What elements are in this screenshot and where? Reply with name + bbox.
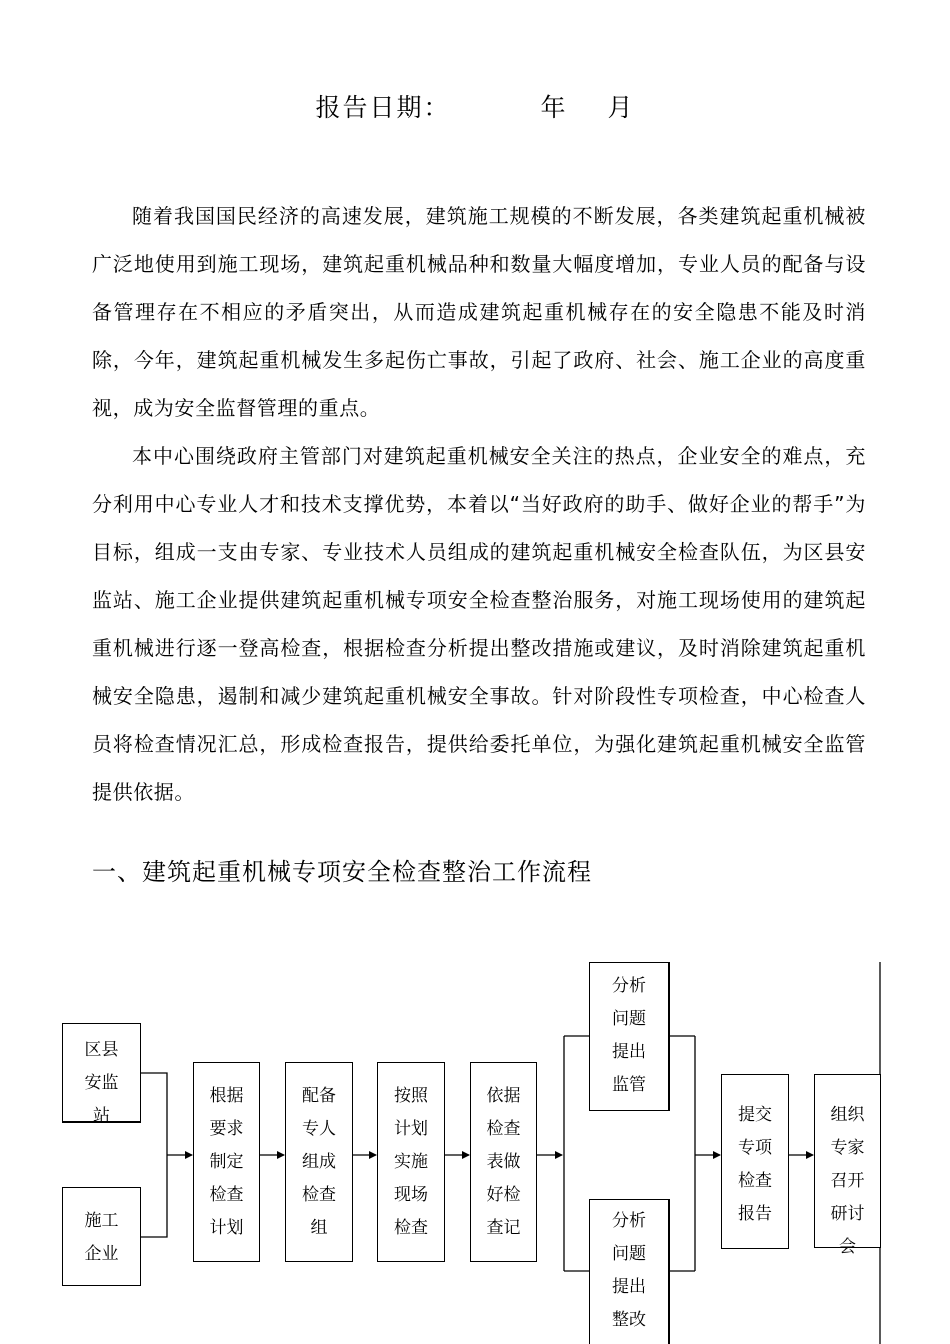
node-text: 查记	[486, 1218, 521, 1238]
node-text: 计划	[209, 1218, 244, 1238]
node-text: 根据	[209, 1086, 244, 1106]
node-text: 安监	[84, 1073, 119, 1093]
flow-node-district	[62, 1023, 141, 1126]
node-text: 研讨	[830, 1204, 865, 1224]
node-text: 计划	[394, 1119, 428, 1139]
node-text: 区县	[84, 1040, 119, 1060]
node-text: 专项	[738, 1138, 772, 1158]
paragraph-2: 本中心围绕政府主管部门对建筑起重机械安全关注的热点，企业安全的难点，充分利用中心专业人才和技术支撑优势，本着以“当好政府的助手、做好企业的帮手”为目标，组成一支由专家、专业技术人员组成的建筑起重机械安全检查队伍，为区县安监站、施工企业提供建筑起重机械专项安全检查整治服务，对施工现场使用的建筑起重机械进行逐一登高检查，根据检查分析提出整改措施或建议，及时消除建筑起重机械安全隐患，遏制和减少建筑起重机械安全事故。针对阶段性专项检查，中心检查人员将检查情况汇总，形成检查报告，提供给委托单位，为强化建筑起重机械安全监管提供依据。	[92, 444, 866, 804]
node-text: 施工	[84, 1211, 119, 1231]
node-text: 召开	[830, 1171, 865, 1191]
node-text: 整改	[612, 1310, 646, 1330]
report-month-label: 月	[607, 93, 635, 122]
node-text: 专人	[302, 1119, 336, 1139]
report-date-line	[0, 88, 950, 128]
node-text: 按照	[394, 1086, 428, 1106]
node-text: 配备	[302, 1086, 336, 1106]
report-date-label: 报告日期：	[315, 93, 451, 122]
section-heading: 一、建筑起重机械专项安全检查整治工作流程	[92, 858, 592, 886]
node-text: 好检	[486, 1185, 521, 1205]
flow-node-team	[285, 1062, 353, 1262]
node-text: 表做	[486, 1152, 521, 1172]
report-year-label: 年	[540, 93, 568, 122]
node-text: 要求	[209, 1119, 244, 1139]
flow-node-plan	[193, 1062, 260, 1262]
paragraph-1: 随着我国国民经济的高速发展，建筑施工规模的不断发展，各类建筑起重机械被广泛地使用到施工现场，建筑起重机械品种和数量大幅度增加，专业人员的配备与设备管理存在不相应的矛盾突出，从而造成建筑起重机械存在的安全隐患不能及时消除，今年，建筑起重机械发生多起伤亡事故，引起了政府、社会、施工企业的高度重视，成为安全监督管理的重点。	[92, 204, 866, 420]
node-text: 专家	[830, 1138, 865, 1158]
node-text: 分析	[612, 976, 646, 996]
node-text: 提出	[612, 1042, 646, 1062]
node-text: 现场	[394, 1185, 428, 1205]
body-text	[92, 192, 866, 816]
node-text: 检查	[302, 1185, 336, 1205]
node-text: 检查	[394, 1218, 428, 1238]
flow-node-inspect	[377, 1062, 445, 1262]
flow-node-supervise	[589, 962, 670, 1111]
connector-enterprise	[141, 1155, 167, 1237]
flow-node-seminar	[814, 1074, 881, 1257]
node-text: 报告	[738, 1204, 772, 1224]
node-text: 问题	[612, 1009, 646, 1029]
node-text: 问题	[612, 1244, 646, 1264]
node-text: 实施	[394, 1152, 428, 1172]
node-text: 会	[839, 1237, 856, 1257]
node-text: 制定	[209, 1152, 244, 1172]
node-text: 检查	[486, 1119, 521, 1139]
node-text: 提交	[738, 1105, 772, 1125]
node-text: 组织	[830, 1105, 865, 1125]
flow-node-record	[470, 1062, 537, 1262]
connector-district	[141, 1073, 167, 1155]
node-text: 检查	[209, 1185, 244, 1205]
node-text: 依据	[486, 1086, 521, 1106]
node-text: 组	[310, 1218, 328, 1238]
flow-node-report	[721, 1074, 789, 1249]
node-text: 提出	[612, 1277, 646, 1297]
node-text: 分析	[612, 1211, 646, 1231]
flow-node-rectify	[589, 1199, 670, 1344]
workflow-flowchart	[0, 950, 950, 1344]
node-text: 组成	[302, 1152, 336, 1172]
flow-node-enterprise	[62, 1187, 141, 1286]
node-text: 站	[93, 1106, 110, 1126]
node-text: 监管	[612, 1075, 646, 1095]
node-text: 企业	[84, 1244, 119, 1264]
node-text: 检查	[738, 1171, 772, 1191]
